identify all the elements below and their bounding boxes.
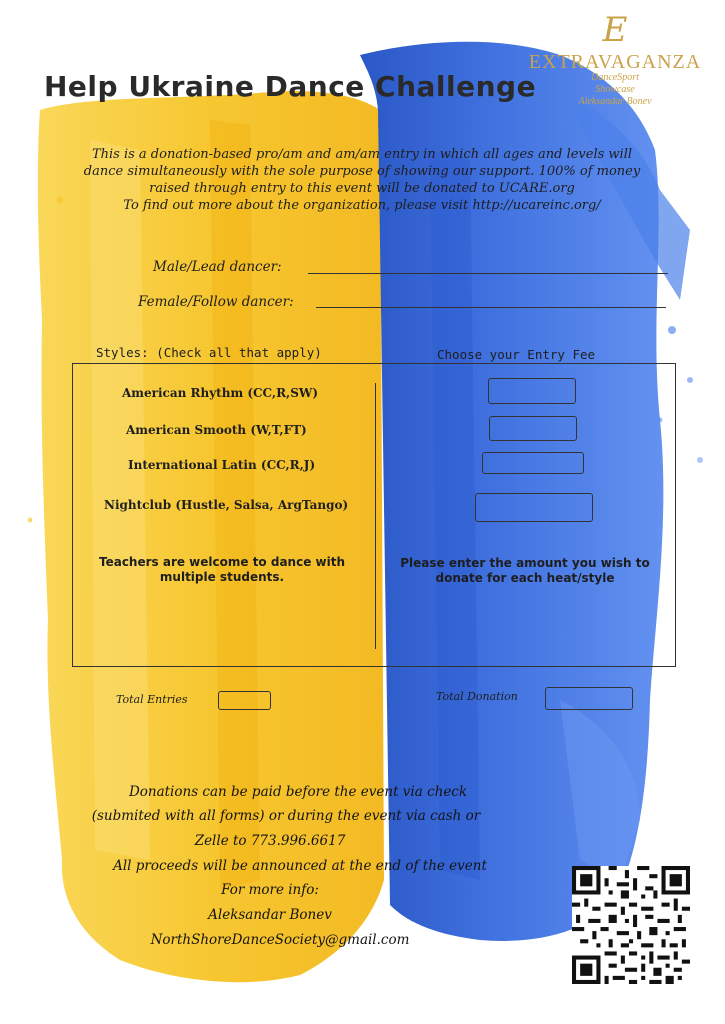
intro-line: To find out more about the organization, please visit http://ucareinc.org/ (123, 198, 601, 213)
logo-name: EXTRAVAGANZA (528, 51, 702, 73)
teacher-note-line: multiple students. (159, 570, 285, 584)
page-title: Help Ukraine Dance Challenge (44, 70, 537, 103)
intro-text (22, 146, 702, 214)
logo-line-3: Aleksandar Bonev (578, 96, 652, 107)
intro-line: This is a donation-based pro/am and am/am entry in which all ages and levels will (91, 147, 633, 162)
extravaganza-logo (515, 10, 715, 120)
logo-mark: E (602, 10, 628, 50)
teacher-note (82, 555, 362, 585)
qr-code-icon[interactable] (572, 866, 690, 984)
style-american-rhythm[interactable]: American Rhythm (CC,R,SW) (122, 386, 319, 400)
footer-line: Aleksandar Bonev (208, 907, 332, 923)
fee-header: Choose your Entry Fee (437, 347, 596, 362)
footer-line: Zelle to 773.996.6617 (194, 833, 346, 849)
intro-line: dance simultaneously with the sole purpose of showing our support. 100% of money (83, 164, 641, 179)
fee-input-nightclub[interactable] (475, 493, 593, 522)
style-nightclub[interactable]: Nightclub (Hustle, Salsa, ArgTango) (104, 498, 349, 512)
style-american-smooth[interactable]: American Smooth (W,T,FT) (126, 423, 307, 437)
female-follow-input[interactable] (316, 307, 666, 308)
teacher-note-line: Teachers are welcome to dance with (98, 555, 345, 569)
male-lead-input[interactable] (308, 273, 668, 274)
footer-line: All proceeds will be announced at the end of the event (113, 858, 487, 874)
fee-input-american-smooth[interactable] (489, 416, 577, 441)
footer-line: Donations can be paid before the event via check (128, 784, 468, 800)
styles-header: Styles: (Check all that apply) (96, 345, 322, 360)
female-follow-label: Female/Follow dancer: (138, 294, 294, 310)
male-lead-label: Male/Lead dancer: (153, 259, 282, 275)
total-donation-input[interactable] (545, 687, 633, 710)
intro-line: raised through entry to this event will be donated to UCARE.org (149, 181, 575, 196)
total-entries-input[interactable] (218, 691, 271, 710)
logo-line-1: DanceSport (591, 72, 639, 83)
style-international-latin[interactable]: International Latin (CC,R,J) (128, 458, 316, 472)
fee-input-american-rhythm[interactable] (488, 378, 576, 404)
footer-line: For more info: (221, 882, 319, 898)
column-divider (375, 383, 376, 649)
footer-line: (submited with all forms) or during the event via cash or (91, 808, 481, 824)
donate-note (390, 556, 660, 586)
fee-input-international-latin[interactable] (482, 452, 584, 474)
total-donation-label: Total Donation (436, 690, 518, 703)
contact-email[interactable]: NorthShoreDanceSociety@gmail.com (150, 932, 410, 948)
total-entries-label: Total Entries (116, 693, 188, 706)
donate-note-line: donate for each heat/style (435, 571, 615, 585)
donate-note-line: Please enter the amount you wish to (400, 556, 650, 570)
logo-line-2: Showcase (595, 84, 635, 95)
